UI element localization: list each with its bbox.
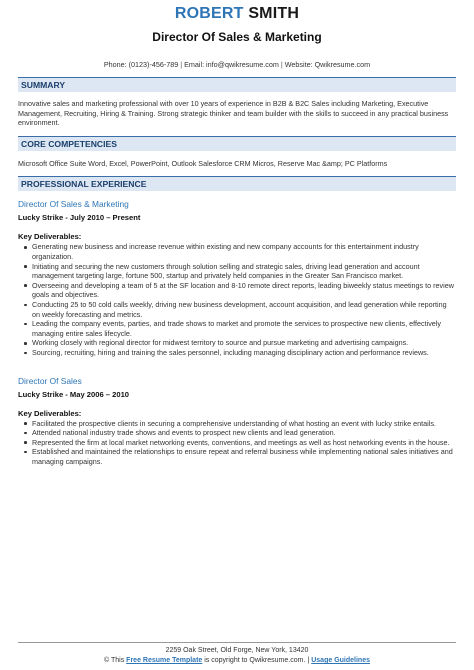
phone: Phone: (0123)-456-789 xyxy=(103,60,179,69)
deliverables-list xyxy=(18,242,456,357)
page-footer xyxy=(18,642,456,666)
job-heading: Director Of Sales xyxy=(18,375,82,386)
candidate-name xyxy=(0,4,474,24)
summary-heading: SUMMARY xyxy=(18,77,456,92)
list-item: Initiating and securing the new customers through solution selling and strategic sales, driving lead generation and account management targeting large, fortune 500, startup and privately held companies in the Greater San Francisco market. xyxy=(32,262,456,281)
contact-line: Phone: (0123)-456-789 | Email: info@qwikresume.com | Website: Qwikresume.com xyxy=(103,60,371,69)
first-name: ROBERT xyxy=(174,5,244,22)
key-deliverables-label: Key Deliverables: xyxy=(18,408,82,418)
key-deliverables-label: Key Deliverables: xyxy=(18,232,82,242)
job-title: Director Of Sales & Marketing xyxy=(152,30,322,44)
usage-guidelines-link[interactable]: Usage Guidelines xyxy=(311,657,370,664)
job-entry xyxy=(18,376,456,467)
list-item: Overseeing and developing a team of 5 at the SF location and 8-10 remote direct reports, leading biweekly status meetings to review goals and objectives. xyxy=(32,281,456,300)
footer-copyright-line: © This Free Resume Template is copyright to Qwikresume.com. | Usage Guidelines xyxy=(104,657,370,664)
experience-heading: PROFESSIONAL EXPERIENCE xyxy=(18,176,456,191)
footer-address: 2259 Oak Street, Old Forge, New York, 13420 xyxy=(165,647,309,654)
job-entry xyxy=(18,199,456,357)
summary-text: Innovative sales and marketing professional with over 10 years of experience in B2B & B2C Sales including Marketing, Executive Management, Recruiting, Hiring & Training. Strong strategic thinker and team builder with the skills to succeed in any practical business environment. xyxy=(18,99,449,128)
list-item: Attended national industry trade shows and events to prospect new clients and lead generation. xyxy=(32,428,456,438)
competencies-heading: CORE COMPETENCIES xyxy=(18,136,456,151)
last-name: SMITH xyxy=(248,5,300,22)
list-item: Established and maintained the relationships to ensure repeat and referral business while implementing national sales initiatives and managing campaigns. xyxy=(32,447,456,466)
list-item: Working closely with regional director for midwest territory to source and pursue marketing and advertising campaigns. xyxy=(32,338,456,348)
resume-header xyxy=(0,0,474,70)
footer-copyright-text: is copyright to Qwikresume.com. xyxy=(204,657,306,664)
deliverables-list xyxy=(18,419,456,467)
list-item: Facilitated the prospective clients in securing a comprehensive understanding of what hosting an event with lucky strike entails. xyxy=(32,419,456,429)
website[interactable]: Website: Qwikresume.com xyxy=(284,60,371,69)
list-item: Sourcing, recruiting, hiring and training the sales personnel, including managing disciplinary action and performance reviews. xyxy=(32,348,456,358)
competencies-text: Microsoft Office Suite Word, Excel, PowerPoint, Outlook Salesforce CRM Micros, Reserve Mac &amp; PC Platforms xyxy=(18,158,388,168)
list-item: Generating new business and increase revenue within existing and new company accounts for this entertainment industry organization. xyxy=(32,242,456,261)
list-item: Conducting 25 to 50 cold calls weekly, driving new business development, account acquisition, and lead generation while reporting on weekly forecasting and metrics. xyxy=(32,300,456,319)
job-heading: Director Of Sales & Marketing xyxy=(18,199,129,210)
list-item: Leading the company events, parties, and trade shows to market and promote the services to prospective new clients, effectively managing entire sales lifecycle. xyxy=(32,319,456,338)
email[interactable]: Email: info@qwikresume.com xyxy=(184,60,279,69)
list-item: Represented the firm at local market networking events, conventions, and meetings as well as host networking events in the house. xyxy=(32,438,456,448)
job-company-dates: Lucky Strike - May 2006 – 2010 xyxy=(18,389,130,399)
free-template-link[interactable]: Free Resume Template xyxy=(126,657,203,664)
footer-copyright: © This xyxy=(104,657,125,664)
job-company-dates: Lucky Strike - July 2010 – Present xyxy=(18,213,141,223)
